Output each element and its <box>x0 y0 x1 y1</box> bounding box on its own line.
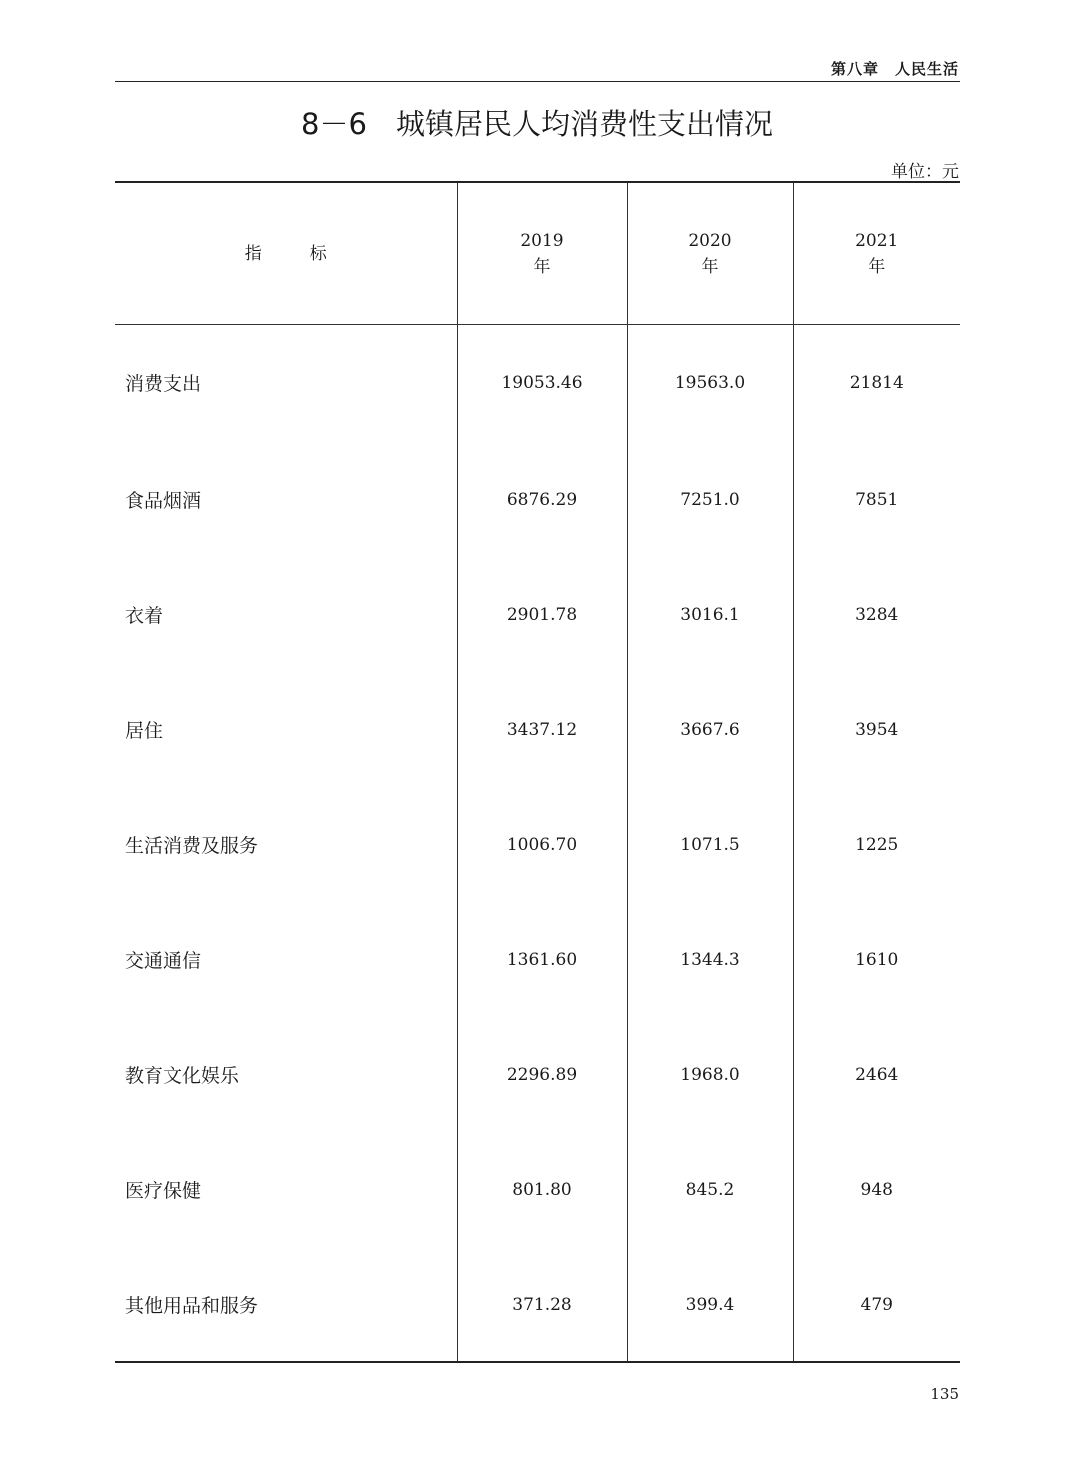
indicator-header-right: 标 <box>309 243 327 264</box>
cell-value: 3284 <box>793 555 960 670</box>
cell-value: 3667.6 <box>627 670 793 785</box>
cell-value: 7851 <box>793 440 960 555</box>
year-header-number: 2019 <box>520 230 564 251</box>
cell-value: 1361.60 <box>457 900 627 1015</box>
cell-value: 1071.5 <box>627 785 793 900</box>
table-row <box>115 670 960 785</box>
table-row <box>115 440 960 555</box>
page-number: 135 <box>930 1385 959 1403</box>
cell-value: 3437.12 <box>457 670 627 785</box>
cell-value: 19563.0 <box>627 325 793 440</box>
table-row <box>115 785 960 900</box>
cell-value: 3016.1 <box>627 555 793 670</box>
unit-label: 单位：元 <box>891 162 959 182</box>
cell-value: 1225 <box>793 785 960 900</box>
table-row <box>115 900 960 1015</box>
cell-value: 1968.0 <box>627 1015 793 1130</box>
table-header-row <box>115 182 960 325</box>
cell-value: 948 <box>793 1130 960 1245</box>
cell-value: 2296.89 <box>457 1015 627 1130</box>
year-header-2021 <box>793 182 960 325</box>
cell-value: 6876.29 <box>457 440 627 555</box>
row-label: 教育文化娱乐 <box>125 1064 240 1087</box>
year-header-suffix: 年 <box>868 256 886 277</box>
cell-value: 479 <box>793 1245 960 1362</box>
table-row <box>115 1245 960 1362</box>
row-label: 医疗保健 <box>125 1179 202 1202</box>
consumption-table <box>115 181 960 1363</box>
row-label: 生活消费及服务 <box>125 834 259 857</box>
indicator-header <box>115 182 457 325</box>
year-header-suffix: 年 <box>533 256 551 277</box>
cell-value: 2901.78 <box>457 555 627 670</box>
cell-value: 3954 <box>793 670 960 785</box>
row-label: 其他用品和服务 <box>125 1294 259 1317</box>
page-title: 8－6 城镇居民人均消费性支出情况 <box>301 107 773 141</box>
header-rule <box>115 81 960 82</box>
row-label: 居住 <box>125 719 164 742</box>
year-header-number: 2020 <box>688 230 732 251</box>
running-header: 第八章 人民生活 <box>830 60 959 78</box>
cell-value: 7251.0 <box>627 440 793 555</box>
year-header-number: 2021 <box>855 230 899 251</box>
table-row <box>115 1130 960 1245</box>
year-header-2020 <box>627 182 793 325</box>
cell-value: 845.2 <box>627 1130 793 1245</box>
year-header-suffix: 年 <box>701 256 719 277</box>
table-row <box>115 1015 960 1130</box>
table-row <box>115 555 960 670</box>
row-label: 交通通信 <box>125 949 202 972</box>
cell-value: 399.4 <box>627 1245 793 1362</box>
row-label: 消费支出 <box>125 373 202 395</box>
cell-value: 1344.3 <box>627 900 793 1015</box>
year-header-2019 <box>457 182 627 325</box>
table-row <box>115 325 960 440</box>
row-label: 衣着 <box>125 604 164 627</box>
cell-value: 801.80 <box>457 1130 627 1245</box>
cell-value: 1610 <box>793 900 960 1015</box>
cell-value: 2464 <box>793 1015 960 1130</box>
cell-value: 371.28 <box>457 1245 627 1362</box>
indicator-header-left: 指 <box>244 243 262 264</box>
row-label: 食品烟酒 <box>125 489 202 512</box>
cell-value: 21814 <box>793 325 960 440</box>
cell-value: 1006.70 <box>457 785 627 900</box>
cell-value: 19053.46 <box>457 325 627 440</box>
